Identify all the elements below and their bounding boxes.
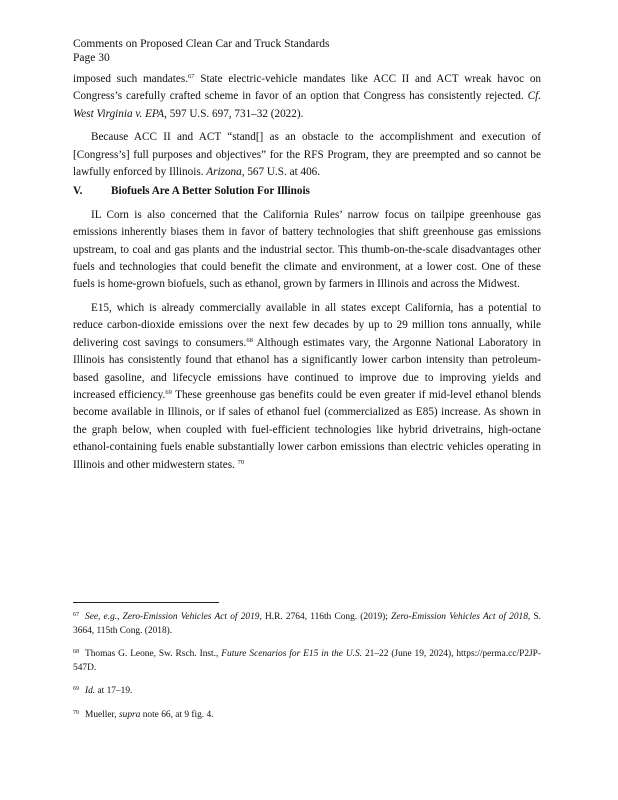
footnote-mark: 69 (73, 686, 79, 692)
text-run: State electric-vehicle mandates like ACC II and ACT wreak havoc on Congress’s carefully crafted scheme in favor of an option that Congress has consistently rejected. (73, 73, 542, 103)
footnote-divider (73, 602, 219, 603)
text-run: Although estimates vary, the Argonne National Laboratory in Illinois has consistently found that ethanol has a significantly lower carbon intensity than petroleum-based gasoline, and lifecycle emissions have continued to improve due to improving yields and increased efficiency. (73, 336, 541, 401)
paragraph-preemption (73, 71, 541, 123)
case-citation: Cf. West Virginia v. EPA (73, 90, 541, 120)
text-run: Mueller, (85, 709, 119, 720)
running-header (73, 37, 541, 65)
signal: Id. (85, 686, 96, 696)
text-run: , 597 U.S. 697, 731–32 (2022). (164, 107, 304, 120)
report-title: Future Scenarios for E15 in the U.S. (221, 649, 362, 659)
text-run: Because ACC II and ACT “stand[] as an obstacle to the accomplishment and execution of [Congress’s] full purposes and objectives” for the RFS Program, they are preempted and so cannot be lawfully enforced by Illinois. (73, 131, 541, 179)
paragraph-obstacle (73, 129, 541, 181)
section-title: Biofuels Are A Better Solution For Illinois (111, 185, 310, 198)
footnote-ref[interactable]: 67 (188, 73, 195, 80)
footnote-mark: 67 (73, 612, 79, 618)
text-run: E15, which is already commercially available in all states except California, has a potential to reduce carbon-dioxide emissions over the next few decades by up to 29 million tons annually, while delivering cost savings to consumers. (73, 301, 541, 349)
text-run: These greenhouse gas benefits could be even greater if mid-level ethanol blends become available in Illinois, or if sales of ethanol fuel (commercialized as E85) increase. As shown in the graph below, when coupled with fuel-efficient technologies like hybrid drivetrains, high-octane ethanol-containing fuels enable substantially lower carbon emissions than electric vehicles operating in Illinois and other midwestern states. (73, 388, 541, 471)
footnote-ref[interactable]: 68 (246, 336, 253, 344)
footnote-mark: 68 (73, 649, 79, 655)
bill-title: Zero-Emission Vehicles Act of 2019 (122, 612, 260, 622)
header-page-number: Page 30 (73, 52, 110, 64)
text-run: note 66, at 9 fig. 4. (140, 709, 214, 720)
footnote-mark: 70 (73, 709, 79, 716)
signal: supra (119, 709, 141, 720)
text-run: at 17–19. (95, 686, 133, 696)
bill-title: Zero-Emission Vehicles Act of 2018 (391, 612, 528, 622)
document-page (73, 37, 541, 474)
text-run: Thomas G. Leone, Sw. Rsch. Inst., (85, 649, 222, 659)
footnote-67 (73, 609, 541, 638)
footnote-ref[interactable]: 70 (237, 458, 245, 466)
text-run: , H.R. 2764, 116th Cong. (2019); (259, 612, 392, 622)
text-run: , S. 3664, 115th Cong. (2018). (73, 612, 542, 636)
signal: See, e.g. (85, 612, 118, 622)
header-title: Comments on Proposed Clean Car and Truck Standards (73, 38, 330, 50)
paragraph-e15 (73, 300, 541, 474)
footnote-ref[interactable]: 69 (165, 388, 172, 396)
footnote-69 (73, 683, 541, 699)
text-run: imposed such mandates. (73, 73, 188, 85)
section-number: V. (73, 185, 83, 198)
perma-link[interactable]: 21–22 (June 19, 2024), https://perma.cc/P2JP-547D. (73, 649, 541, 673)
text-run: , (117, 612, 123, 622)
footnote-68 (73, 646, 541, 675)
text-run: , 567 U.S. at 406. (241, 166, 321, 179)
section-heading (73, 183, 541, 200)
footnote-70 (73, 707, 541, 723)
case-citation: Arizona (206, 166, 242, 179)
footnotes (73, 609, 541, 730)
paragraph-il-corn: IL Corn is also concerned that the California Rules’ narrow focus on tailpipe greenhouse gas emissions inherently biases them in favor of battery technologies that shift greenhouse gas emissions upstream, to coal and gas plants and the industrial sector. This thumb-on-the-scale disadvantages other fuels and technologies that could benefit the climate and environment, at a lower cost. One of these fuels is home-grown biofuels, such as ethanol, grown by farmers in Illinois and across the Midwest. (73, 208, 541, 291)
